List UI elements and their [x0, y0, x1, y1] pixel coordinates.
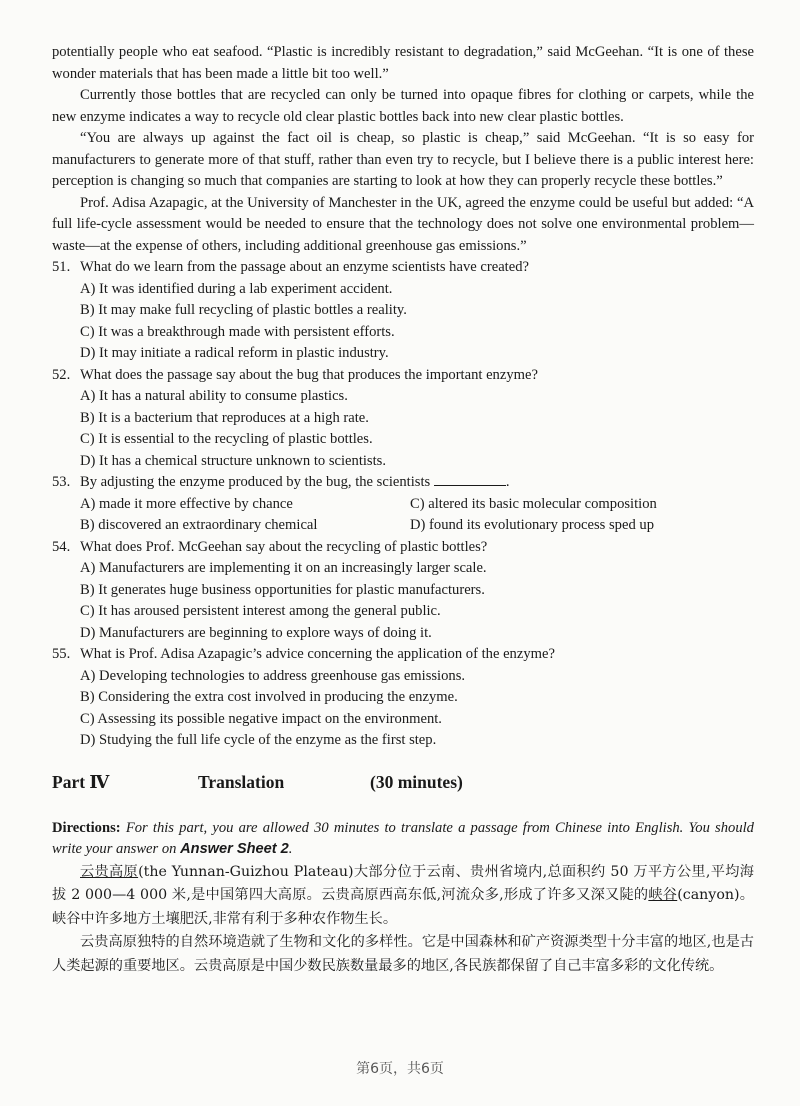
option-53-b[interactable]: B) discovered an extraordinary chemical	[80, 517, 318, 533]
page-footer: 第6页，共6页	[356, 1061, 444, 1077]
question-number: 53.	[52, 474, 71, 490]
option-51-b[interactable]: B) It may make full recycling of plastic bottles a reality.	[80, 302, 407, 318]
question-stem: What do we learn from the passage about an enzyme scientists have created?	[80, 259, 529, 275]
part-label: Part Ⅳ	[52, 771, 110, 792]
answer-sheet-ref: Answer Sheet 2	[180, 841, 289, 857]
option-51-d[interactable]: D) It may initiate a radical reform in plastic industry.	[80, 345, 389, 361]
question-stem-end: .	[505, 474, 510, 490]
directions-end: .	[288, 841, 293, 857]
option-52-c[interactable]: C) It is essential to the recycling of plastic bottles.	[80, 431, 373, 447]
option-54-d[interactable]: D) Manufacturers are beginning to explore ways of doing it.	[80, 624, 432, 641]
option-55-d[interactable]: D) Studying the full life cycle of the enzyme as the first step.	[80, 732, 437, 748]
directions-label: Directions:	[52, 819, 121, 836]
question-stem: What does Prof. McGeehan say about the recycling of plastic bottles?	[80, 538, 488, 555]
exam-page	[52, 42, 754, 978]
passage-paragraph-0: potentially people who eat seafood. “Plastic is incredibly resistant to degradation,” said McGeehan. “It is one of these wonder materials that has been made a little bit too well.”	[52, 44, 754, 82]
option-53-d[interactable]: D) found its evolutionary process sped up	[410, 517, 654, 533]
option-54-c[interactable]: C) It has aroused persistent interest among the general public.	[80, 603, 441, 619]
question-stem: By adjusting the enzyme produced by the bug, the scientists	[80, 474, 431, 490]
question-stem: What does the passage say about the bug that produces the important enzyme?	[80, 366, 538, 383]
directions	[52, 818, 754, 861]
chinese-text: (the Yunnan-Guizhou Plateau)大部分位于云南、贵州省境内,总面积约 50 万平方公里,平均海拔 2 000—4 000 米,是中国第四大高原。云贵高原西高东低,河流众多,形成了许多又深又陡的	[52, 863, 754, 903]
passage-paragraph-3: Prof. Adisa Azapagic, at the University of Manchester in the UK, agreed the enzyme could be useful but added: “A full life-cycle assessment would be needed to ensure that the technology does not solve one environmental problem—waste—at the expense of others, including additional greenhouse gas emissions.”	[52, 194, 754, 254]
question-53	[52, 472, 754, 494]
option-55-c[interactable]: C) Assessing its possible negative impact on the environment.	[80, 710, 442, 727]
option-54-a[interactable]: A) Manufacturers are implementing it on an increasingly larger scale.	[80, 560, 487, 576]
option-52-a[interactable]: A) It has a natural ability to consume plastics.	[80, 388, 348, 404]
option-54-b[interactable]: B) It generates huge business opportunities for plastic manufacturers.	[80, 581, 485, 598]
option-51-c[interactable]: C) It was a breakthrough made with persistent efforts.	[80, 323, 395, 340]
passage-paragraph-2: “You are always up against the fact oil is cheap, so plastic is cheap,” said McGeehan. “It is so easy for manufacturers to generate more of that stuff, rather than even try to recycle, but I believe there is a public interest here: perception is changing so much that companies are starting to look at how they can properly recycle these bottles.”	[52, 130, 754, 189]
question-51	[52, 257, 754, 279]
question-number: 52.	[52, 366, 71, 383]
option-53-a[interactable]: A) made it more effective by chance	[80, 495, 293, 512]
part-title: Translation	[198, 771, 285, 792]
question-number: 54.	[52, 538, 71, 555]
answer-blank	[434, 473, 506, 486]
part-time: (30 minutes)	[370, 771, 463, 792]
option-55-a[interactable]: A) Developing technologies to address greenhouse gas emissions.	[80, 667, 466, 684]
question-54	[52, 537, 754, 559]
option-55-b[interactable]: B) Considering the extra cost involved in producing the enzyme.	[80, 689, 458, 705]
options-53	[80, 494, 754, 537]
chinese-paragraph-2: 云贵高原独特的自然环境造就了生物和文化的多样性。它是中国森林和矿产资源类型十分丰富的地区,也是古人类起源的重要地区。云贵高原是中国少数民族数量最多的地区,各民族都保留了自己丰富多彩的文化传统。	[52, 934, 754, 974]
option-53-c[interactable]: C) altered its basic molecular composition	[410, 495, 657, 512]
question-stem: What is Prof. Adisa Azapagic’s advice concerning the application of the enzyme?	[80, 646, 555, 662]
part-heading	[52, 772, 754, 810]
chinese-paragraph-1	[52, 861, 754, 932]
directions-text: For this part, you are allowed 30 minutes to translate a passage from Chinese into English. You should write your answer on	[52, 819, 754, 857]
plateau-term: 云贵高原	[80, 863, 139, 880]
question-number: 55.	[52, 646, 71, 662]
option-51-a[interactable]: A) It was identified during a lab experiment accident.	[80, 280, 393, 297]
option-52-b[interactable]: B) It is a bacterium that reproduces at a high rate.	[80, 409, 369, 426]
option-52-d[interactable]: D) It has a chemical structure unknown to scientists.	[80, 452, 386, 469]
question-number: 51.	[52, 259, 71, 275]
chinese-text: (canyon)。峡谷中许多地方土壤肥沃,非常有利于多种农作物生长。	[52, 887, 754, 927]
canyon-term: 峡谷	[648, 887, 678, 903]
question-55	[52, 644, 754, 666]
passage-paragraph-1: Currently those bottles that are recycled can only be turned into opaque fibres for clothing or carpets, while the new enzyme indicates a way to recycle old clear plastic bottles back into new clear plastic bottles.	[52, 87, 754, 125]
question-52	[52, 365, 754, 387]
